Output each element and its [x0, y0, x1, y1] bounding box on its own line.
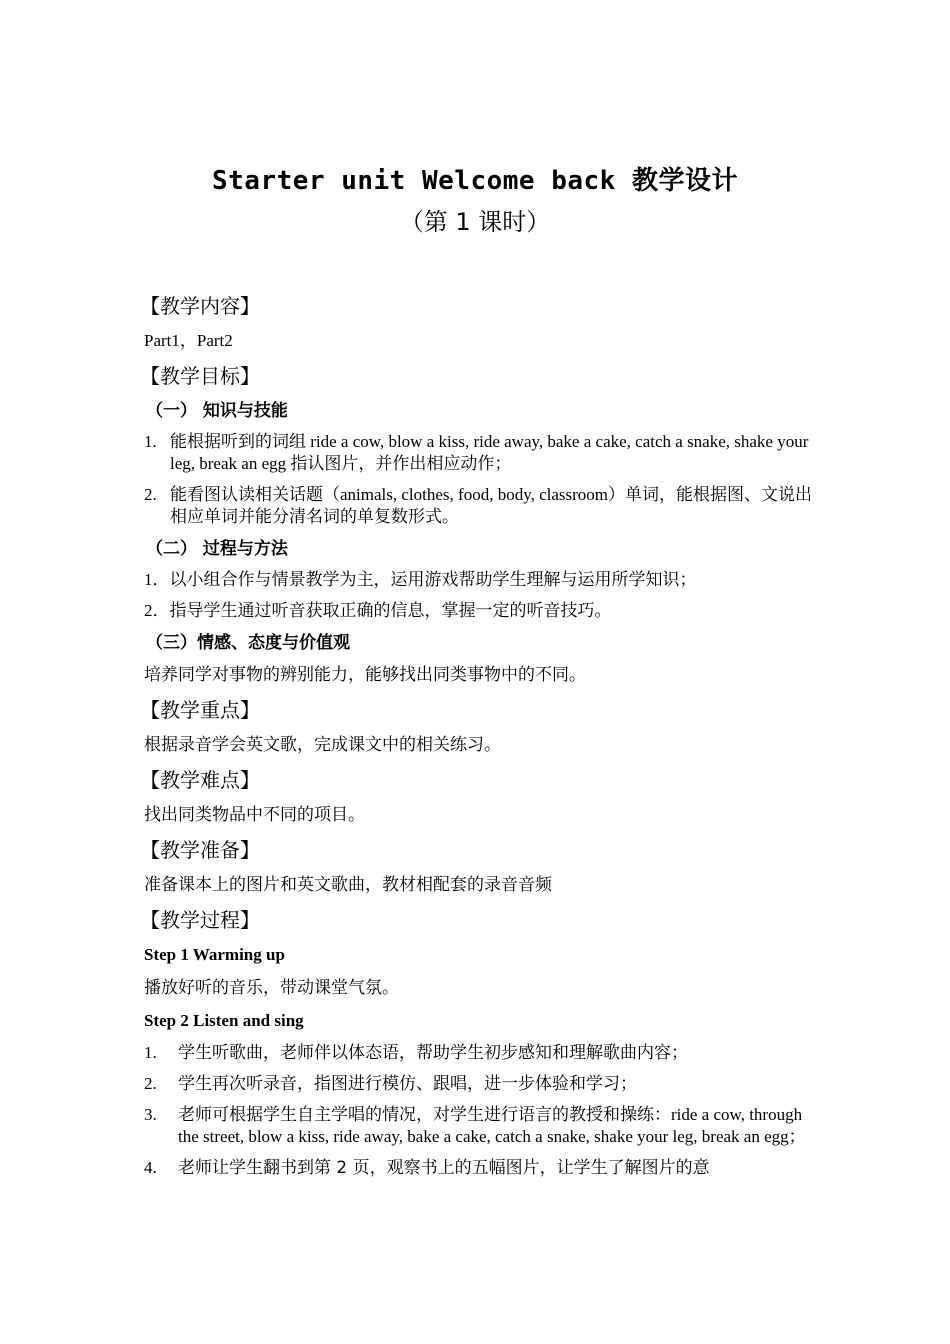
list-item — [144, 569, 814, 591]
subheading-knowledge: （一） 知识与技能 — [146, 401, 288, 421]
heading-procedure: 【教学过程】 — [140, 908, 260, 932]
list-number: 1. — [144, 432, 157, 451]
content-text: Part1，Part2 — [144, 331, 233, 350]
step1-text: 播放好听的音乐，带动课堂气氛。 — [144, 978, 399, 998]
step1-title: Step 1 Warming up — [144, 945, 285, 964]
document-subtitle: （第 1 课时） — [399, 208, 551, 236]
heading-content: 【教学内容】 — [140, 294, 260, 318]
list-item — [144, 484, 814, 528]
list-number: 2． — [144, 601, 170, 620]
heading-preparation: 【教学准备】 — [140, 838, 260, 862]
key-points-text: 根据录音学会英文歌，完成课文中的相关练习。 — [144, 735, 501, 755]
list-text: 老师可根据学生自主学唱的情况，对学生进行语言的教授和操练：ride a cow, through the street, blow a kiss, ride away, bake a cake, catch a snake, shake your leg, break an egg； — [178, 1105, 806, 1146]
list-item — [144, 600, 814, 622]
step2-title: Step 2 Listen and sing — [144, 1011, 304, 1030]
list-number: 4. — [144, 1158, 157, 1177]
heading-objectives: 【教学目标】 — [140, 364, 260, 388]
list-text: 以小组合作与情景教学为主，运用游戏帮助学生理解与运用所学知识； — [169, 570, 697, 590]
document-body — [140, 292, 814, 1188]
heading-key-points: 【教学重点】 — [140, 698, 260, 722]
list-number: 3. — [144, 1105, 157, 1124]
subheading-process: （二） 过程与方法 — [146, 539, 288, 559]
list-item — [144, 431, 814, 475]
list-number: 2. — [144, 485, 157, 504]
list-item — [144, 1042, 814, 1064]
list-text: 能看图认读相关话题（animals, clothes, food, body, classroom）单词，能根据图、文说出相应单词并能分清名词的单复数形式。 — [170, 485, 813, 527]
list-text: 老师让学生翻书到第 2 页，观察书上的五幅图片，让学生了解图片的意 — [178, 1158, 710, 1178]
list-number: 1． — [144, 570, 170, 589]
list-number: 2. — [144, 1074, 157, 1093]
list-text: 能根据听到的词组 ride a cow, blow a kiss, ride away, bake a cake, catch a snake, shake your leg, break an egg 指认图片，并作出相应动作； — [170, 432, 809, 474]
list-item — [144, 1073, 814, 1095]
list-text: 学生再次听录音，指图进行模仿、跟唱，进一步体验和学习； — [178, 1074, 637, 1094]
preparation-text: 准备课本上的图片和英文歌曲，教材相配套的录音音频 — [144, 875, 552, 895]
difficulties-text: 找出同类物品中不同的项目。 — [144, 805, 365, 825]
list-number: 1. — [144, 1043, 157, 1062]
list-text: 学生听歌曲，老师伴以体态语，帮助学生初步感知和理解歌曲内容； — [178, 1043, 688, 1063]
heading-difficulties: 【教学难点】 — [140, 768, 260, 792]
list-item — [144, 1157, 814, 1179]
subheading-attitude: （三）情感、态度与价值观 — [146, 633, 350, 653]
document-title: Starter unit Welcome back 教学设计 — [212, 166, 738, 196]
list-text: 指导学生通过听音获取正确的信息，掌握一定的听音技巧。 — [169, 601, 612, 621]
list-item — [144, 1104, 814, 1148]
attitude-text: 培养同学对事物的辨别能力，能够找出同类事物中的不同。 — [144, 665, 586, 685]
